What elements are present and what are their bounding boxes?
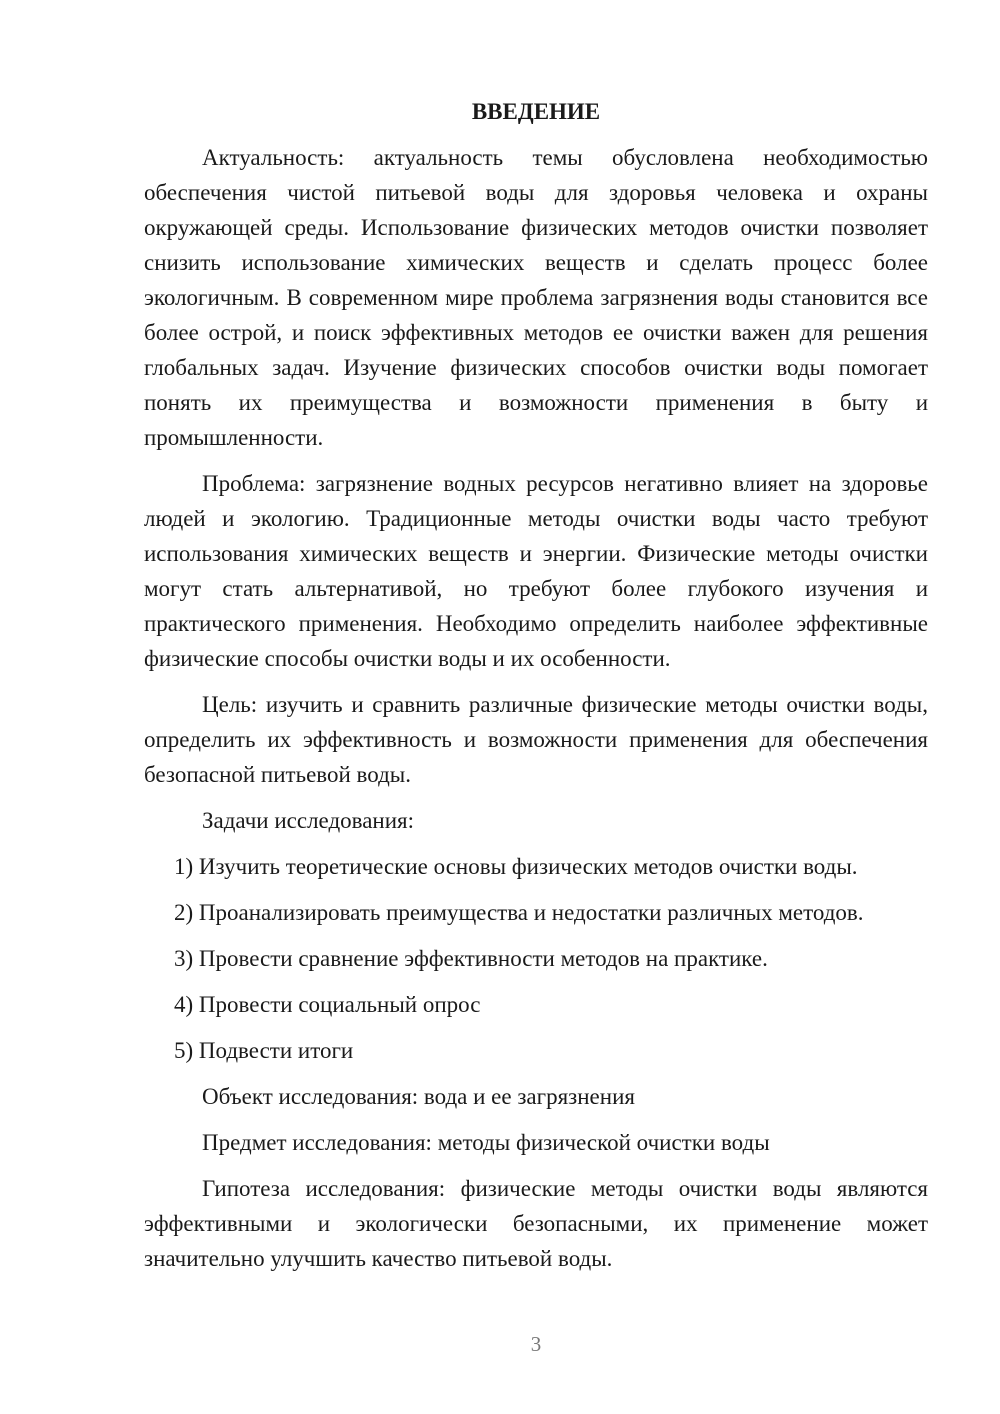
subject-line: Предмет исследования: методы физической очистки воды [202, 1130, 770, 1155]
problem-paragraph: Проблема: загрязнение водных ресурсов негативно влияет на здоровье людей и экологию. Традиционные методы очистки воды часто требуют использования химических веществ и энергии. Физические методы очистки могут стать альтернативой, но требуют более глубокого изучения и практического применения. Необходимо определить наиболее эффективные физические способы очистки воды и их особенности. [144, 471, 928, 671]
task-item: 2) Проанализировать преимущества и недостатки различных методов. [174, 900, 864, 925]
goal-paragraph: Цель: изучить и сравнить различные физические методы очистки воды, определить их эффективность и возможности применения для обеспечения безопасной питьевой воды. [144, 692, 928, 787]
hypothesis-paragraph: Гипотеза исследования: физические методы очистки воды являются эффективными и экологически безопасными, их применение может значительно улучшить качество питьевой воды. [144, 1176, 928, 1271]
task-item: 5) Подвести итоги [174, 1038, 354, 1063]
page-heading: ВВЕДЕНИЕ [471, 99, 601, 124]
relevance-paragraph: Актуальность: актуальность темы обусловлена необходимостью обеспечения чистой питьевой воды для здоровья человека и охраны окружающей среды. Использование физических методов очистки позволяет снизить использование химических веществ и сделать процесс более экологичным. В современном мире проблема загрязнения воды становится все более острой, и поиск эффективных методов ее очистки важен для решения глобальных задач. Изучение физических способов очистки воды помогает понять их преимущества и возможности применения в быту и промышленности. [144, 145, 928, 450]
object-line: Объект исследования: вода и ее загрязнения [202, 1084, 635, 1109]
task-item: 4) Провести социальный опрос [174, 992, 481, 1017]
page-number: 3 [530, 1332, 542, 1356]
tasks-label: Задачи исследования: [202, 808, 415, 833]
task-item: 1) Изучить теоретические основы физических методов очистки воды. [174, 854, 858, 879]
page-content [144, 94, 928, 1287]
task-item: 3) Провести сравнение эффективности методов на практике. [174, 946, 768, 971]
